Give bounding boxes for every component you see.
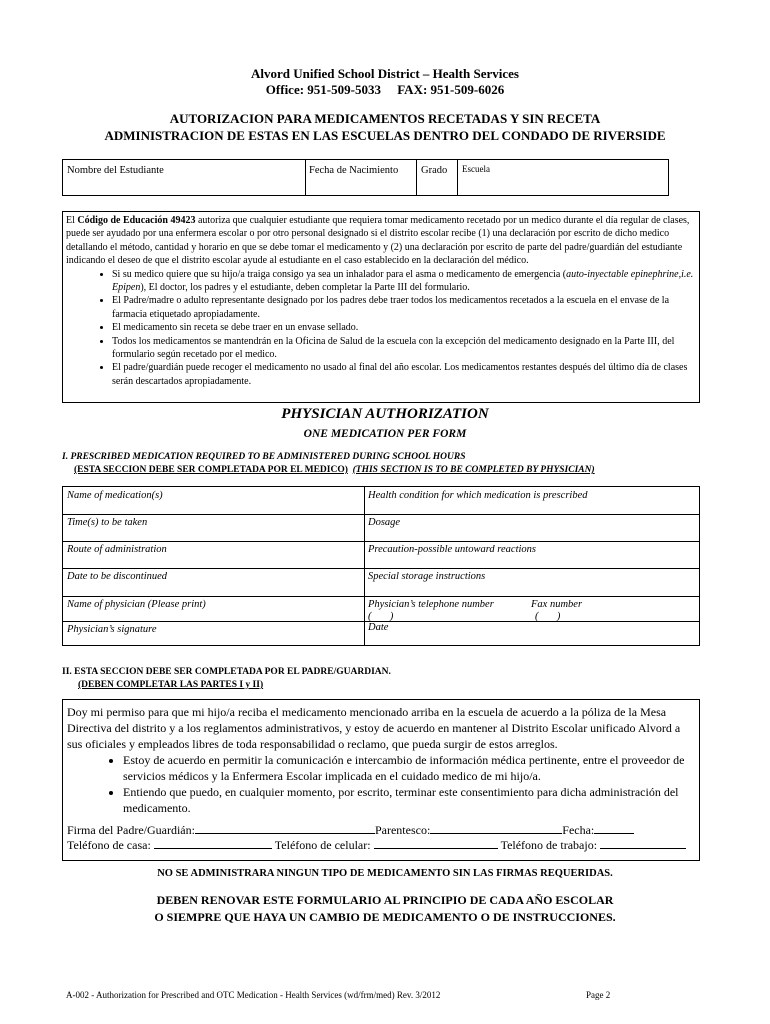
physician-phone-field[interactable]: Physician’s telephone number: [368, 599, 494, 610]
home-phone-field[interactable]: [154, 837, 272, 849]
consent-paragraph: Doy mi permiso para que mi hijo/a reciba el medicamento mencionado arriba en la escuela de acuerdo a la póliza de la Mesa Directiva del distrito y a los reglamentos administrativos, y estoy de acuerdo en mantener al Distrito Escolar unificado Alvord a sus oficiales y empleados libres de toda responsabilidad o reclamo, que pueda surgir de estos arreglos.: [67, 705, 681, 751]
section1-heading: I. PRESCRIBED MEDICATION REQUIRED TO BE ADMINISTERED DURING SCHOOL HOURS: [62, 452, 466, 462]
renew-notice-1: DEBEN RENOVAR ESTE FORMULARIO AL PRINCIPIO DE CADA AÑO ESCOLAR: [156, 893, 614, 907]
times-field[interactable]: Time(s) to be taken: [67, 517, 148, 528]
list-item: • El medicamento sin receta se debe traer en un envase sellado.: [112, 321, 696, 334]
fax-field[interactable]: Fax number: [531, 599, 583, 610]
office-fax: Office: 951-509-5033 FAX: 951-509-6026: [265, 82, 505, 97]
work-phone-label: Teléfono de trabajo:: [500, 838, 598, 852]
parent-signature-label: Firma del Padre/Guardián:: [67, 823, 195, 837]
form-id: A-002 - Authorization for Prescribed and OTC Medication - Health Services (wd/frm/med) Rev. 3/2012: [66, 990, 441, 1000]
list-item: • Estoy de acuerdo en permitir la comunicación e intercambio de información médica pertinente, entre el proveedor de servicios médicos y la Enfermera Escolar implicada en el cuidado medico de mi hijo/a.: [123, 752, 695, 784]
form-title-1: AUTORIZACION PARA MEDICAMENTOS RECETADAS Y SIN RECETA: [169, 111, 601, 126]
section2-subheading: (DEBEN COMPLETAR LAS PARTES I y II): [78, 680, 264, 690]
signature-warning: NO SE ADMINISTRARA NINGUN TIPO DE MEDICAMENTO SIN LAS FIRMAS REQUERIDAS.: [157, 868, 613, 879]
physician-name-field[interactable]: Name of physician (Please print): [67, 599, 206, 610]
grade-label: Grado: [421, 165, 448, 176]
work-phone-field[interactable]: [600, 837, 686, 849]
education-code: Código de Educación 49423: [77, 215, 196, 226]
table-row: [63, 514, 699, 542]
precaution-field[interactable]: Precaution-possible untoward reactions: [368, 544, 536, 555]
discontinue-date-field[interactable]: Date to be discontinued: [67, 571, 168, 582]
education-code-paragraph: El Código de Educación 49423 autoriza que cualquier estudiante que requiera tomar medicamento recetado por un medico durante el día regular de clases, puede ser ayudado por una enfermera escolar o por otro personal designado si el distrito escolar recibe (1) una declaración por escrito de dicho medico detallando el método, cantidad y horario en que se debe tomar el medicamento y (2) una declaración por escrito de parte del padre/guardián del estudiante indicando el deseo de que el distrito escolar ayude al estudiante en el caso establecido en la declaración del médico.: [66, 215, 690, 267]
parent-date-field[interactable]: [594, 822, 634, 834]
physician-subtitle: ONE MEDICATION PER FORM: [303, 428, 467, 440]
section1-subheading: (ESTA SECCION DEBE SER COMPLETADA POR EL MEDICO) (THIS SECTION IS TO BE COMPLETED BY PHYSICIAN): [74, 465, 595, 475]
relationship-field[interactable]: [430, 822, 562, 834]
school-label: Escuela: [462, 164, 490, 174]
table-row: [63, 568, 699, 597]
storage-instructions-field[interactable]: Special storage instructions: [368, 571, 486, 582]
list-item: • El Padre/madre o adulto representante designado por los padres debe traer todos los medicamentos recetados a la escuela en el envase de la farmacia etiquetado apropiadamente.: [112, 294, 696, 321]
phone-row: [67, 837, 686, 853]
route-field[interactable]: Route of administration: [67, 544, 167, 555]
form-title-2: ADMINISTRACION DE ESTAS EN LAS ESCUELAS DENTRO DEL CONDADO DE RIVERSIDE: [104, 128, 666, 143]
parent-signature-field[interactable]: [195, 822, 375, 834]
district-name: Alvord Unified School District – Health Services: [251, 66, 519, 81]
dosage-field[interactable]: Dosage: [368, 517, 401, 528]
table-row: [63, 541, 699, 569]
date-field[interactable]: Date: [368, 622, 389, 633]
health-condition-field[interactable]: Health condition for which medication is prescribed: [368, 490, 588, 501]
list-item: • Todos los medicamentos se mantendrán en la Oficina de Salud de la escuela con la excepción del medicamento designado en la Parte III, del formulario según recetado por el medico.: [112, 335, 696, 362]
section2-heading: II. ESTA SECCION DEBE SER COMPLETADA POR EL PADRE/GUARDIAN.: [62, 667, 391, 677]
fax-area-code: ( ): [535, 611, 561, 622]
cell-phone-label: Teléfono de celular:: [274, 838, 371, 852]
dob-label: Fecha de Nacimiento: [309, 165, 399, 176]
list-item: • Si su medico quiere que su hijo/a traiga consigo ya sea un inhalador para el asma o medicamento de emergencia (auto-inyectable epinephrine,i.e. Epipen), El doctor, los padres y el estudiante, deben completar la Parte III del formulario.: [112, 268, 696, 295]
physician-form-table: [62, 486, 700, 646]
student-info-box: [62, 159, 669, 196]
list-item: • Entiendo que puedo, en cualquier momento, por escrito, terminar este consentimiento para dicha administración del medicamento.: [123, 784, 695, 816]
page-number: Page 2: [586, 990, 611, 1000]
parent-consent-box: [62, 699, 700, 861]
renew-notice-2: O SIEMPRE QUE HAYA UN CAMBIO DE MEDICAMENTO O DE INSTRUCCIONES.: [154, 910, 616, 924]
phone-area-code: ( ): [368, 611, 394, 622]
parent-signature-row: [67, 822, 634, 838]
table-row: [63, 487, 699, 515]
intro-box: [62, 211, 700, 403]
list-item: • El padre/guardián puede recoger el medicamento no usado al final del año escolar. Los medicamentos restantes después del último día de clases serán descartados apropiadamente.: [112, 361, 696, 388]
physician-signature-field[interactable]: Physician’s signature: [67, 624, 157, 635]
medication-name-field[interactable]: Name of medication(s): [67, 490, 163, 501]
relationship-label: Parentesco:: [374, 823, 431, 837]
consent-bullets: [67, 752, 695, 816]
physician-title: PHYSICIAN AUTHORIZATION: [281, 406, 489, 422]
home-phone-label: Teléfono de casa:: [67, 838, 151, 852]
student-name-label: Nombre del Estudiante: [67, 165, 164, 176]
date-label: Fecha:: [562, 823, 595, 837]
intro-bullets: [66, 268, 696, 389]
table-row: [63, 596, 699, 622]
cell-phone-field[interactable]: [374, 837, 498, 849]
table-row: [63, 621, 699, 647]
